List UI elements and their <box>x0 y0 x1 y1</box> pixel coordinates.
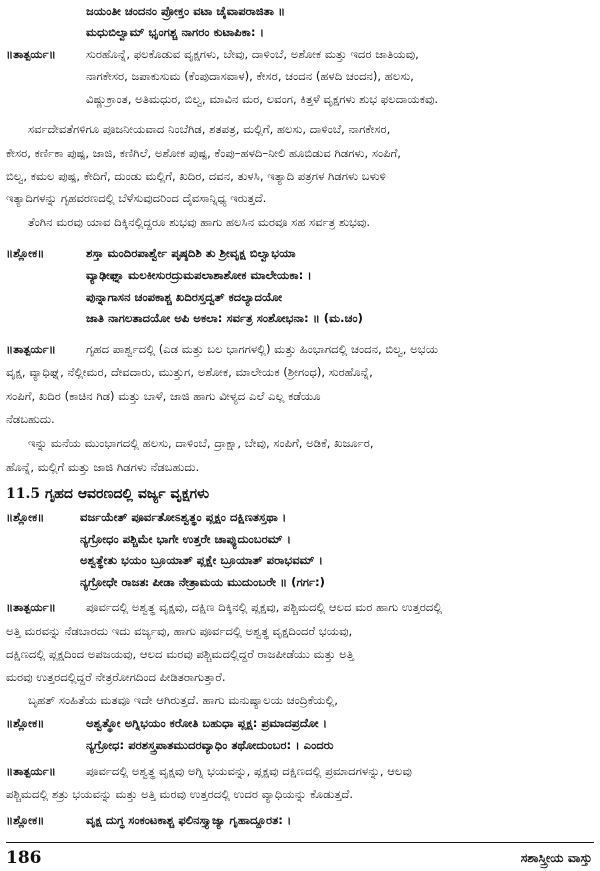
page-number: 186 <box>6 848 42 868</box>
text-line: ಸರ್ವದೇವತೆಗಳಿಗೂ ಪೂಜನೀಯವಾದ ನಿಂಬೆಗಿಡ, ಶತಪತ್ರ, ಮಲ್ಲಿಗೆ, ಹಲಸು, ದಾಳಿಂಬೆ, ನಾಗಕೇಸರ, <box>28 122 391 136</box>
text-line: ಹೊನ್ನೆ, ಮಲ್ಲಿಗೆ ಮತ್ತು ಜಾಜಿ ಗಿಡಗಳು ನೆಡಬಹುದು. <box>6 460 200 474</box>
verse-line: ವರ್ಜಯೇತ್ ಪೂರ್ವತೋಽಶ್ವತ್ಥಂ ಪ್ಲಕ್ಷಂ ದಕ್ಷಿಣತಸ್ತಥಾ । <box>80 510 287 524</box>
shloka-label: ॥ಶ್ಲೋಕ॥ <box>6 813 45 827</box>
text-line: ಮರವು ಉತ್ತರದಲ್ಲಿದ್ದರೆ ನೇತ್ರರೋಗದಿಂದ ಪೀಡಿತರಾಗುತ್ತಾರೆ. <box>6 670 226 684</box>
tatparya-label: ॥ತಾತ್ಪರ್ಯ॥ <box>6 600 56 614</box>
text-line: ವೃಕ್ಷ, ವ್ಯಾಧಿಘ್ನ, ನೆಲ್ಲೀಮರ, ದೇವದಾರು, ಮುತ್ತುಗ, ಅಶೋಕ, ಮಾಲೇಯಕ (ಶ್ರೀಗಂಧ), ಸುರಹೊನ್ನೆ, <box>6 365 373 379</box>
text-line: ನಾಗಕೇಸರ, ಜಪಾಕುಸುಮ (ಕೆಂಪುದಾಸವಾಳ), ಕೇಸರ, ಚಂದನ (ಹಳದಿ ಚಂದನ), ಹಲಸು, <box>86 69 414 83</box>
verse-line: ಅಶ್ವತ್ಥೋ ಅಗ್ನಿಭಯಂ ಕರೋತಿ ಬಹುಧಾ ಪ್ಲಕ್ಷ: ಪ್ರಮಾದಪ್ರದೋ । <box>86 716 327 730</box>
text-line: ಅತ್ತಿ ಮರವನ್ನು ನೆಡಬಾರದು ಇದು ವರ್ಜ್ಯವು, ಹಾಗು ಪೂರ್ವದಲ್ಲಿ ಅಶ್ವತ್ಥ ವೃಕ್ಷದಿಂದರೆ ಭಯವು, <box>6 624 353 638</box>
verse-line: ಜಯಂತೀ ಚಂದನಂ ಪ್ರೋಕ್ತಂ ವಟಾ ಚೈವಾಪರಾಜಿತಾ ॥ <box>86 4 286 18</box>
footer-rule <box>6 842 594 843</box>
verse-line: ಶಸ್ತಾ ಮಂದಿರಪಾರ್ಶ್ವೇ ಪೃಷ್ಠದಿಶಿ ತು ಶ್ರೀವೃಕ್ಷ ಬಿಲ್ವಾಭಯಾ <box>86 246 296 260</box>
text-line: ಇತ್ಯಾದಿಗಳನ್ನು ಗೃಹವರಣದಲ್ಲಿ ಬೆಳೆಸುವುದರಿಂದ ದೈವಸಾನ್ನಿಧ್ಯ ಇರುತ್ತದೆ. <box>6 191 267 205</box>
text-line: ಪಶ್ಚಿಮದಲ್ಲಿ ಶತ್ರು ಭಯವನ್ನು ಮತ್ತು ಅತ್ತಿ ಮರವು ಉತ್ತರದಲ್ಲಿ ಉದರ ವ್ಯಾಧಿಯನ್ನು ಕೊಡುತ್ತದೆ. <box>6 787 354 801</box>
verse-line: ನ್ಯಗ್ರೋಧೇ ರಾಜತಃ ಪೀಡಾ ನೇತ್ರಾಮಯ ಮುದುಂಬರೇ ॥ (ಗರ್ಗ:) <box>80 575 325 589</box>
verse-line: ನ್ಯಗ್ರೋಧಂ ಪಶ್ಚಿಮೇ ಭಾಗೇ ಉತ್ತರೇ ಚಾಪ್ಯುದುಂಬರಮ್ । <box>80 532 292 546</box>
text-line: ಪೂರ್ವದಲ್ಲಿ ಅಶ್ವತ್ಥ ವೃಕ್ಷವು ಅಗ್ನಿ ಭಯವನ್ನು, ಪ್ಲಕ್ಷವು ದಕ್ಷಿಣದಲ್ಲಿ ಪ್ರಮಾದಗಳನ್ನು, ಆಲವು <box>86 764 412 778</box>
verse-line: ವ್ಯಾಢೀಘ್ನಾ ಮಲಕೀಸುರದ್ರುಮಪಲಾಶಾಶೋಕ ಮಾಲೇಯಕಾ: । <box>86 268 312 282</box>
text-line: ಗೃಹದ ಪಾರ್ಶ್ವದಲ್ಲಿ (ಎಡ ಮತ್ತು ಬಲ ಭಾಗಗಳಲ್ಲಿ) ಮತ್ತು ಹಿಂಭಾಗದಲ್ಲಿ ಚಂದನ, ಬಿಲ್ವ, ಅಭಯ <box>86 342 439 356</box>
text-line: ಸಂಪಿಗೆ, ಖದಿರ (ಕಾಚಿನ ಗಿಡ) ಮತ್ತು ಬಾಳೆ, ಜಾಜಿ ಹಾಗು ವೀಳ್ಯದ ಎಲೆ ಎಲ್ಲ ಕಡೆಯೂ <box>6 389 321 403</box>
section-title: ಗೃಹದ ಆವರಣದಲ್ಲಿ ವರ್ಜ್ಯ ವೃಕ್ಷಗಳು <box>44 486 210 502</box>
book-title: ಸಶಾಸ್ತ್ರೀಯ ವಾಸ್ತು <box>520 850 592 865</box>
tatparya-label: ॥ತಾತ್ಪರ್ಯ॥ <box>6 342 56 356</box>
verse-line: ನ್ಯಗ್ರೋಧ: ಪರಶಸ್ತ್ರಪಾತಮುದರವ್ಯಾಧಿಂ ತಥೋದುಂಬರ: । ಎಂದರು <box>86 738 334 752</box>
text-line: ಪೂರ್ವದಲ್ಲಿ ಅಶ್ವತ್ಥ ವೃಕ್ಷವು, ದಕ್ಷಿಣ ದಿಕ್ಕಿನಲ್ಲಿ ಪ್ಲಕ್ಷವು, ಪಶ್ಚಿಮದಲ್ಲಿ ಆಲದ ಮರ ಹಾಗು ಉತ್ತರದಲ್ಲಿ <box>86 600 443 614</box>
text-line: ಇನ್ನು ಮನೆಯ ಮುಂಭಾಗದಲ್ಲಿ ಹಲಸು, ದಾಳಿಂಬೆ, ದ್ರಾಕ್ಷಾ, ಬೇವು, ಸಂಪಿಗೆ, ಅಡಿಕೆ, ಖರ್ಜೂರ, <box>28 436 374 450</box>
verse-line: ಜಾತಿ ನಾಗಲತಾದಯೋ ಅಪಿ ಅಕಲಾ: ಸರ್ವತ್ರ ಸಂಶೋಭನಾ: ॥ (ಮ.ಚಂ) <box>86 311 363 325</box>
text-line: ತೆಂಗಿನ ಮರವು ಯಾವ ದಿಕ್ಕಿನಲ್ಲಿದ್ದರೂ ಶುಭವು ಹಾಗು ಹಲಸಿನ ಮರವೂ ಸಹ ಸರ್ವತ್ರ ಶುಭವು. <box>28 215 371 229</box>
shloka-label: ॥ಶ್ಲೋಕ॥ <box>6 246 45 260</box>
shloka-label: ॥ಶ್ಲೋಕ॥ <box>6 510 45 524</box>
tatparya-label: ॥ತಾತ್ಪರ್ಯ॥ <box>6 764 56 778</box>
verse-line: ಮಧುಬಿಲ್ವಾಮ್ ಭೃಂಗಶ್ಚ ನಾಗರಂ ಕುಟಾಪಿಕಾ: । <box>86 25 264 39</box>
text-line: ಸುರಹೊನ್ನೆ, ಫಲಕೊಡುವ ವೃಕ್ಷಗಳು, ಬೇವು, ದಾಳಿಂಬೆ, ಅಶೋಕ ಮತ್ತು ಇದರ ಜಾತಿಯವು, <box>86 47 419 61</box>
section-number: 11.5 <box>6 486 41 502</box>
text-line: ನೆಡಬಹುದು. <box>6 412 55 426</box>
text-line: ಬಿಲ್ವ, ಕಮಲ ಪುಷ್ಪ, ಕೇದಿಗೆ, ದುಂಡು ಮಲ್ಲಿಗೆ, ಖದಿರ, ದವನ, ತುಳಸಿ, ಇತ್ಯಾದಿ ಪತ್ರಗಳ ಗಿಡಗಳು ಬಳುಳಿ <box>6 169 386 183</box>
shloka-label: ॥ಶ್ಲೋಕ॥ <box>6 716 45 730</box>
verse-line: ಪುನ್ನಾಗಾಸನ ಚಂಪಕಾಶ್ಚ ಖದಿರಸ್ತದ್ವತ್ ಕದಲ್ಯಾದಯೋ <box>86 290 283 304</box>
text-line: ಬೃಹತ್ ಸಂಹಿತೆಯ ಮತವೂ ಇದೇ ಆಗಿರುತ್ತದೆ. ಹಾಗು ಮನುಷ್ಯಾಲಯ ಚಂದ್ರಿಕೆಯಲ್ಲಿ, <box>28 693 338 707</box>
text-line: ದಕ್ಷಿಣದಲ್ಲಿ ಪ್ಲಕ್ಷದಿಂದ ಅಪಜಯವು, ಆಲದ ಮರವು ಪಶ್ಚಿಮದಲ್ಲಿದ್ದರೆ ರಾಜಪೀಡೆಯು ಮತ್ತು ಅತ್ತಿ <box>6 647 354 661</box>
text-line: ವಿಷ್ಣುಕ್ರಾಂತ, ಅತಿಮಧುರ, ಬಿಲ್ವ, ಮಾವಿನ ಮರ, ಲವಂಗ, ಕಿತ್ತಳೆ ವೃಕ್ಷಗಳು ಶುಭ ಫಲದಾಯಕವು. <box>86 92 439 106</box>
verse-line: ಅಶ್ವತ್ಥೇತು ಭಯಂ ಬ್ರೂಯಾತ್ ಪ್ಲಕ್ಷೇ ಬ್ರೂಯಾತ್ ಪರಾಭವಮ್ । <box>80 553 323 567</box>
tatparya-label: ॥ತಾತ್ಪರ್ಯ॥ <box>6 47 56 61</box>
section-heading <box>6 486 209 502</box>
text-line: ಕೇಸರ, ಕರ್ಣಿಕಾ ಪುಷ್ಪ, ಜಾಜಿ, ಕಣಿಗಿಲೆ, ಅಶೋಕ ಪುಷ್ಪ, ಕೆಂಪು–ಹಳದಿ–ನೀಲಿ ಹೂಬಿಡುವ ಗಿಡಗಳು, ಸಂಪಿಗೆ, <box>6 146 401 160</box>
verse-line: ವೃಕ್ಷ ದುಗ್ಧ ಸಂಕಂಟಕಾಶ್ಚ ಫಲಿನಸ್ತ್ಯಾಜ್ಯಾ ಗೃಹಾದ್ದೂರತ: । <box>86 813 292 827</box>
